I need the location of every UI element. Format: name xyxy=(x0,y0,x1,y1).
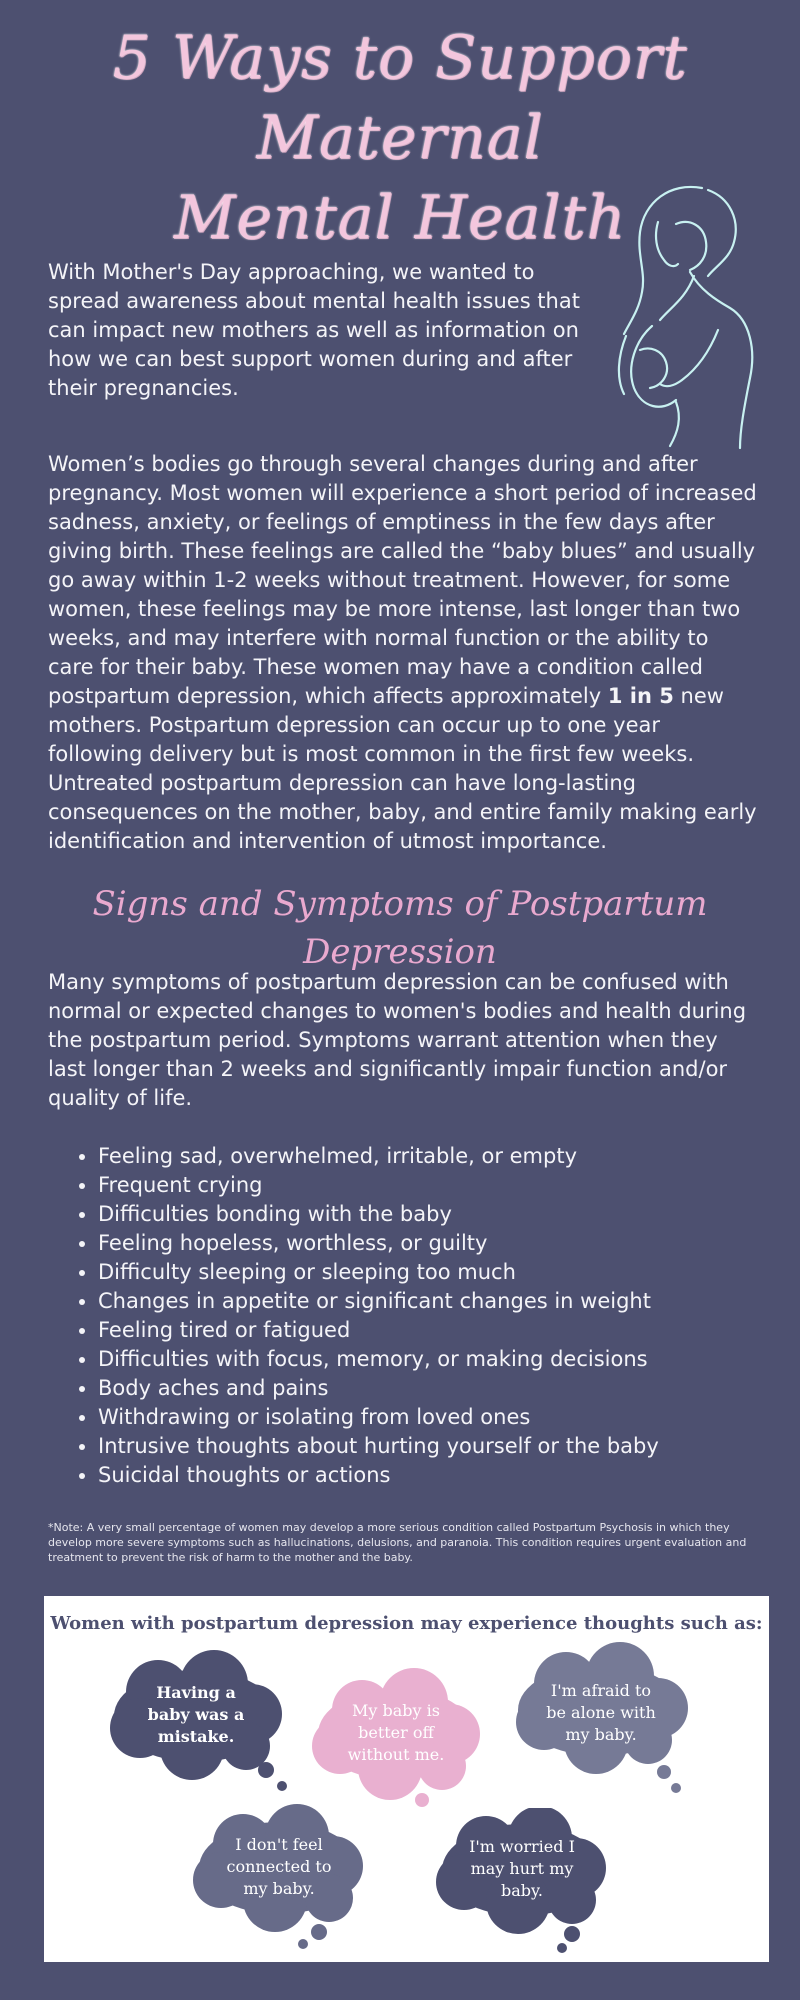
thought-text: My baby is better off without me. xyxy=(347,1701,445,1764)
postpartum-psychosis-note: *Note: A very small percentage of women may develop a more serious condition called Postpartum Psychosis in which they develop more severe symptoms such as hallucinations, delusions, and paranoia. This condition requires urgent evaluation and treatment to prevent the risk of harm to the mother and the baby. xyxy=(48,1521,747,1564)
page-title-line-1: 5 Ways to Support Maternal xyxy=(112,23,688,173)
list-item: • Body aches and pains xyxy=(98,1374,778,1403)
list-item: • Difficulties bonding with the baby xyxy=(98,1200,778,1229)
list-item: • Difficulties with focus, memory, or making decisions xyxy=(98,1345,778,1374)
thoughts-heading: Women with postpartum depression may experience thoughts such as: xyxy=(50,1613,763,1634)
symptom-list xyxy=(70,1142,778,1490)
thought-cloud xyxy=(422,1808,622,1958)
thought-text: I don't feel connected to my baby. xyxy=(226,1835,332,1898)
list-item: • Changes in appetite or significant changes in weight xyxy=(98,1287,778,1316)
thought-cloud xyxy=(496,1636,706,1796)
list-item: • Feeling tired or fatigued xyxy=(98,1316,778,1345)
thought-cloud xyxy=(296,1668,496,1818)
list-item: • Feeling hopeless, worthless, or guilty xyxy=(98,1229,778,1258)
list-item: • Difficulty sleeping or sleeping too much xyxy=(98,1258,778,1287)
thought-cloud xyxy=(179,1804,379,1954)
list-item: • Intrusive thoughts about hurting yourself or the baby xyxy=(98,1432,778,1461)
thought-cloud xyxy=(96,1648,296,1798)
thoughts-panel xyxy=(44,1596,769,1962)
list-item: • Withdrawing or isolating from loved ones xyxy=(98,1403,778,1432)
intro-paragraph: With Mother's Day approaching, we wanted to spread awareness about mental health issues that can impact new mothers as well as information on how we can best support women during and after their pregnancies. xyxy=(48,260,580,400)
thought-text: I'm afraid to be alone with my baby. xyxy=(546,1681,656,1744)
postpartum-overview-paragraph xyxy=(48,450,760,856)
list-item: • Frequent crying xyxy=(98,1171,778,1200)
signs-intro-paragraph: Many symptoms of postpartum depression can be confused with normal or expected changes to women's bodies and health during the postpartum period. Symptoms warrant attention when they last longer than 2 weeks and significantly impair function and/or quality of life. xyxy=(48,970,747,1110)
list-item: • Suicidal thoughts or actions xyxy=(98,1461,778,1490)
page-title-line-2: Mental Health xyxy=(173,183,627,253)
overview-statistic: 1 in 5 xyxy=(607,684,674,708)
thought-text: I'm worried I may hurt my baby. xyxy=(469,1837,575,1900)
signs-heading: Signs and Symptoms of Postpartum Depression xyxy=(92,884,708,972)
pregnant-woman-line-art-icon xyxy=(590,180,770,450)
overview-text-part-1: Women’s bodies go through several changes during and after pregnancy. Most women will experience a short period of increased sadness, anxiety, or feelings of emptiness in the few days after giving birth. These feelings are called the “baby blues” and usually go away within 1-2 weeks without treatment. However, for some women, these feelings may be more intense, last longer than two weeks, and may interfere with normal function or the ability to care for their baby. These women may have a condition called postpartum depression, which affects approximately xyxy=(48,452,757,708)
overview-text-part-2: new mothers. Postpartum depression can occur up to one year following delivery but is most common in the first few weeks. Untreated postpartum depression can have long-lasting consequences on the mother, baby, and entire family making early identification and intervention of utmost importance. xyxy=(48,684,757,853)
thought-text: Having a baby was a mistake. xyxy=(147,1683,245,1746)
list-item: • Feeling sad, overwhelmed, irritable, or empty xyxy=(98,1142,778,1171)
